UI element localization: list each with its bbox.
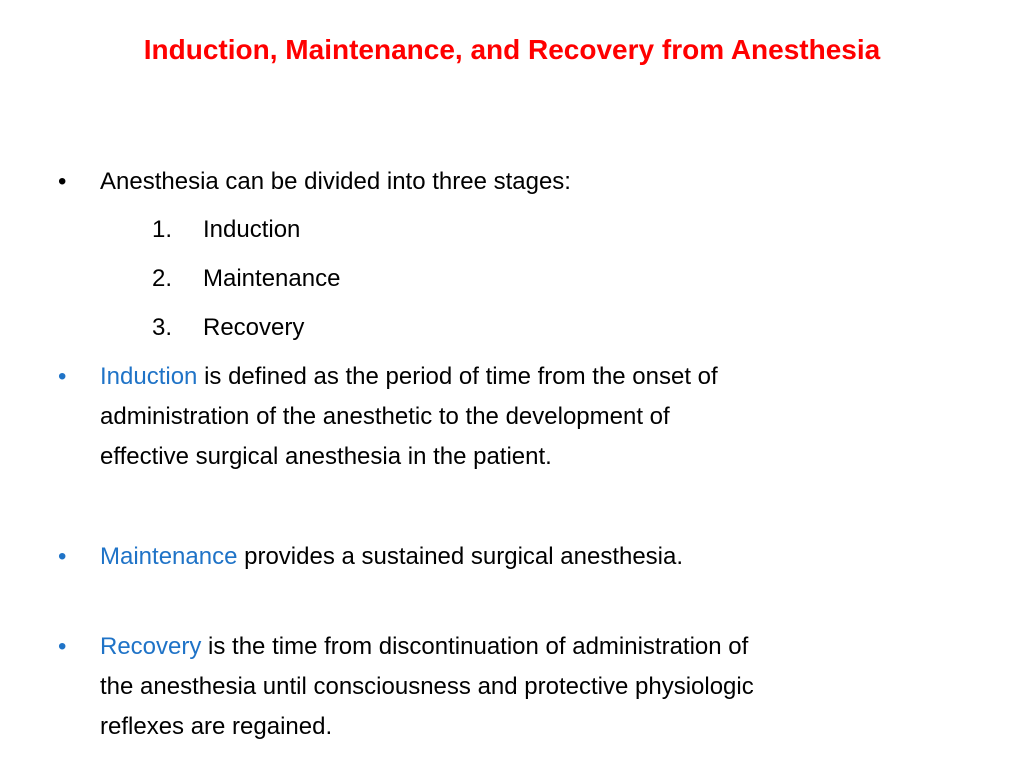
definition-line-text: is defined as the period of time from the onset of xyxy=(197,363,718,390)
definition-line-text: provides a sustained surgical anesthesia. xyxy=(237,543,684,570)
definition-line: administration of the anesthetic to the development of xyxy=(100,403,670,430)
definition-line xyxy=(100,537,980,577)
definition-line: the anesthesia until consciousness and protective physiologic xyxy=(100,673,754,700)
definition-text xyxy=(100,627,980,747)
definition-term: Recovery xyxy=(100,633,202,660)
definition-text xyxy=(100,537,980,577)
stage-number: 2. xyxy=(152,265,173,292)
stage-label: Recovery xyxy=(203,314,305,341)
slide-title: Induction, Maintenance, and Recovery from Anesthesia xyxy=(143,34,881,65)
bullet-icon: • xyxy=(58,168,67,195)
stage-label: Maintenance xyxy=(203,265,341,292)
definition-line-text: is the time from discontinuation of administration of xyxy=(201,633,749,660)
stage-number: 3. xyxy=(152,314,173,341)
bullet-icon: • xyxy=(58,633,67,660)
definition-term: Maintenance xyxy=(100,543,238,570)
definition-term: Induction xyxy=(100,363,198,390)
stage-number: 1. xyxy=(152,216,173,243)
intro-text: Anesthesia can be divided into three stages: xyxy=(100,168,571,195)
definition-text xyxy=(100,357,980,477)
definition-line xyxy=(100,357,980,397)
definition-line xyxy=(100,627,980,667)
definition-line: reflexes are regained. xyxy=(100,713,333,740)
bullet-icon: • xyxy=(58,363,67,390)
definition-line: effective surgical anesthesia in the patient. xyxy=(100,443,552,470)
bullet-icon: • xyxy=(58,543,67,570)
stage-label: Induction xyxy=(203,216,301,243)
